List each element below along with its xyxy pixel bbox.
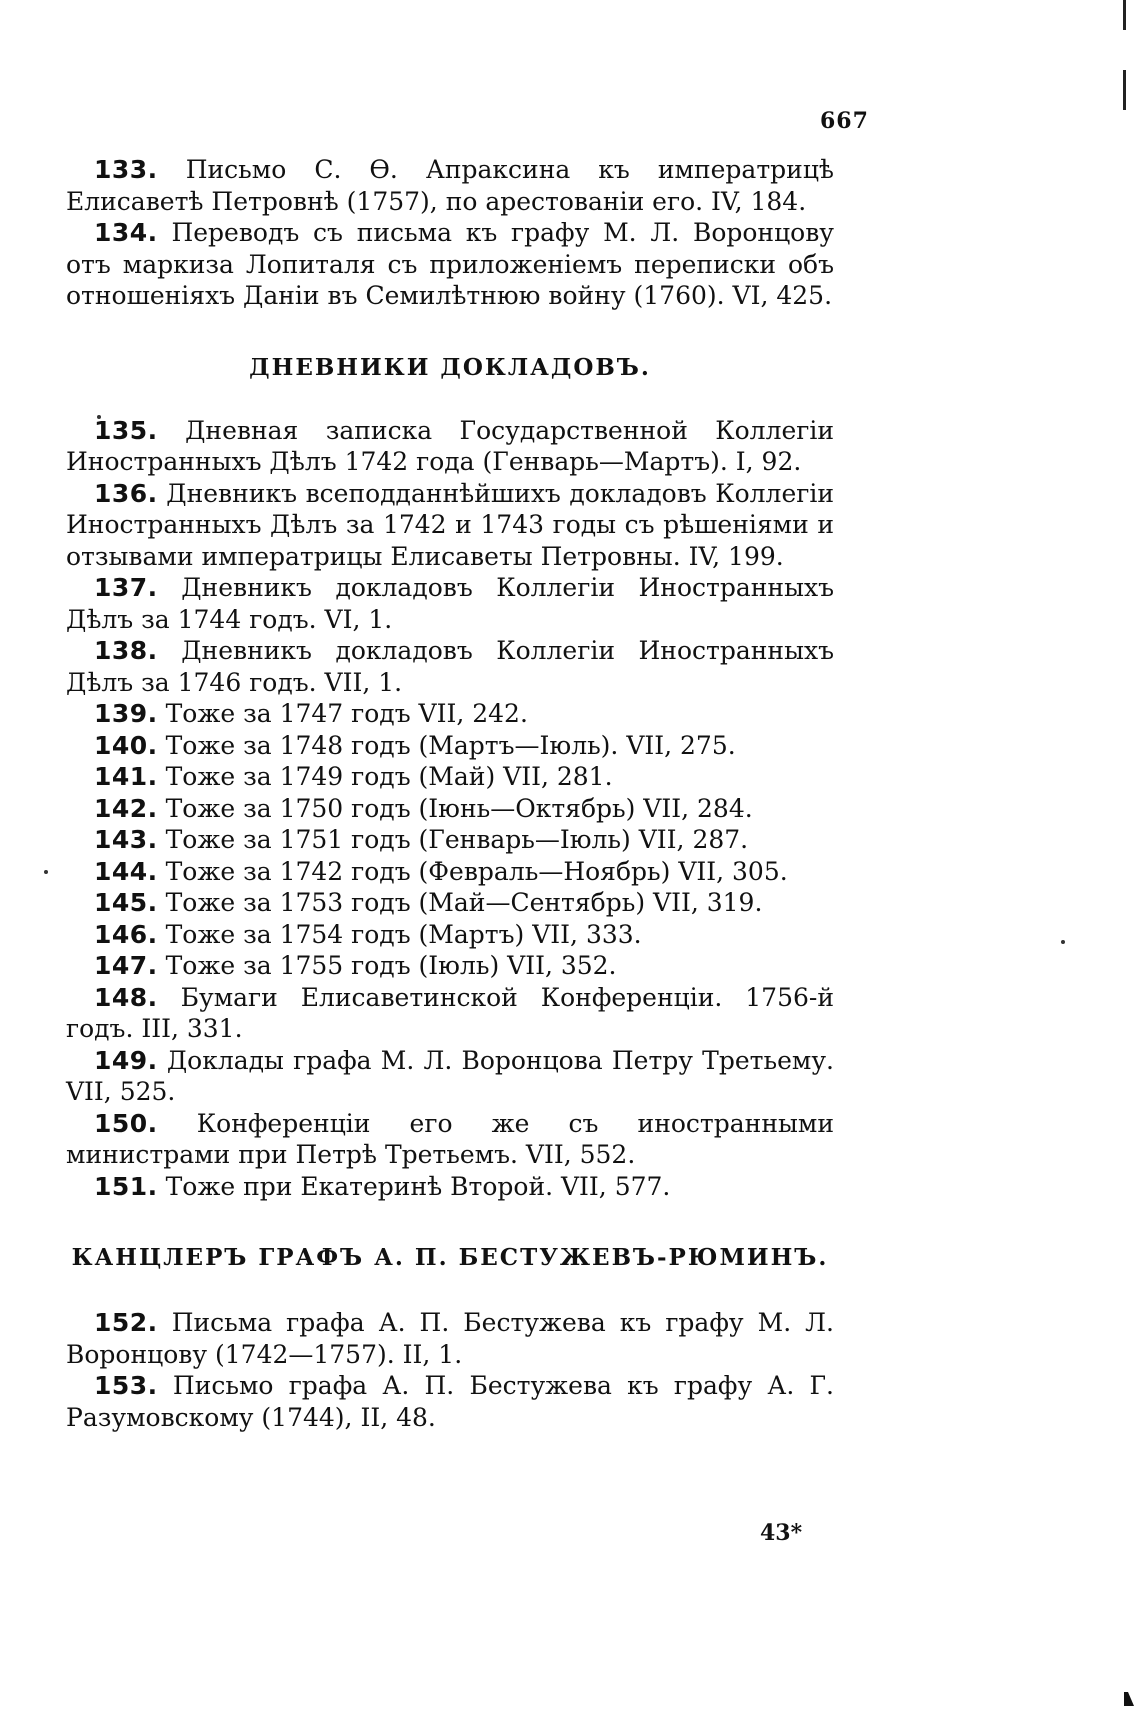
entry-text: Доклады графа М. Л. Воронцова Петру Третьему. VII, 525.	[66, 1045, 834, 1106]
list-item	[66, 217, 834, 312]
entry-text: Тоже за 1742 годъ (Февраль—Ноябрь) VII, 305.	[157, 856, 788, 886]
list-item	[66, 572, 834, 635]
list-item	[66, 415, 834, 478]
section-heading: КАНЦЛЕРЪ ГРАФЪ А. П. БЕСТУЖЕВЪ-РЮМИНЪ.	[71, 1244, 829, 1271]
entry-text: Тоже за 1747 годъ VII, 242.	[157, 699, 528, 728]
entry-text: Тоже за 1751 годъ (Генварь—Іюль) VII, 287.	[157, 825, 749, 854]
entry-text: Тоже за 1755 годъ (Іюль) VII, 352.	[157, 951, 617, 980]
list-item	[66, 793, 834, 825]
entry-number: 137.	[94, 573, 158, 602]
entry-text: Тоже при Екатеринѣ Второй. VII, 577.	[157, 1171, 671, 1201]
entry-number: 134.	[94, 218, 158, 247]
entry-text: Дневникъ всеподданнѣйшихъ докладовъ Коллегіи Иностранныхъ Дѣлъ за 1742 и 1743 годы съ рѣшеніями и отзывами императрицы Елисаветы Петровны. IV, 199.	[66, 478, 834, 571]
scan-corner-mark	[1124, 1692, 1134, 1706]
entry-text: Бумаги Елисаветинской Конференціи. 1756-й годъ. III, 331.	[66, 982, 834, 1043]
list-item	[66, 1108, 834, 1171]
page-number: 667	[820, 108, 869, 134]
entry-number: 147.	[94, 951, 158, 980]
list-item	[66, 1171, 834, 1203]
entry-number: 135.	[94, 415, 158, 445]
section-heading: ДНЕВНИКИ ДОКЛАДОВЪ.	[249, 353, 651, 381]
list-item	[66, 730, 834, 762]
entry-text: Тоже за 1750 годъ (Іюнь—Октябрь) VII, 284.	[157, 793, 753, 823]
entry-number: 151.	[94, 1171, 158, 1201]
entry-number: 153.	[94, 1371, 158, 1400]
entry-number: 136.	[94, 478, 158, 508]
entry-number: 142.	[94, 793, 158, 823]
entry-number: 150.	[94, 1108, 158, 1138]
edge-line	[1123, 70, 1126, 110]
entry-text: Переводъ съ письма къ графу М. Л. Воронцову отъ маркиза Лопиталя съ приложеніемъ переписки объ отношеніяхъ Даніи въ Семилѣтнюю войну (1760). VI, 425.	[66, 218, 834, 310]
entry-number: 143.	[94, 825, 158, 854]
list-item	[66, 1045, 834, 1108]
entry-text: Письма графа А. П. Бестужева къ графу М. Л. Воронцову (1742—1757). II, 1.	[66, 1308, 834, 1369]
list-item	[66, 856, 834, 888]
entry-text: Тоже за 1749 годъ (Май) VII, 281.	[157, 762, 613, 791]
list-item	[66, 478, 834, 573]
entry-number: 141.	[94, 762, 158, 791]
list-item	[66, 1370, 834, 1433]
entry-number: 139.	[94, 699, 158, 728]
list-item	[66, 698, 834, 730]
list-item	[66, 982, 834, 1045]
entry-text: Дневная записка Государственной Коллегіи Иностранныхъ Дѣлъ 1742 года (Генварь—Мартъ). I, 92.	[66, 415, 834, 476]
entry-number: 140.	[94, 730, 158, 760]
entry-text: Тоже за 1753 годъ (Май—Сентябрь) VII, 319.	[157, 888, 763, 917]
list-item	[66, 635, 834, 698]
page-body	[66, 154, 834, 1433]
list-item	[66, 950, 834, 982]
entry-number: 145.	[94, 888, 158, 917]
entry-number: 133.	[94, 155, 158, 184]
entry-text: Дневникъ докладовъ Коллегіи Иностранныхъ Дѣлъ за 1744 годъ. VI, 1.	[66, 573, 834, 634]
list-item	[66, 887, 834, 919]
entry-text: Письмо С. Ѳ. Апраксина къ императрицѣ Елисаветѣ Петровнѣ (1757), по арестованіи его. IV, 184.	[66, 155, 834, 216]
print-speck	[1061, 940, 1065, 944]
list-item	[66, 824, 834, 856]
list-item	[66, 1307, 834, 1370]
entry-text: Тоже за 1748 годъ (Мартъ—Іюль). VII, 275.	[157, 730, 736, 760]
signature-mark: 43*	[760, 1520, 803, 1546]
entry-number: 146.	[94, 919, 158, 949]
entry-text: Тоже за 1754 годъ (Мартъ) VII, 333.	[157, 919, 642, 949]
entry-number: 152.	[94, 1308, 158, 1337]
entry-number: 138.	[94, 636, 158, 665]
list-item	[66, 919, 834, 951]
entry-text: Конференціи его же съ иностранными министрами при Петрѣ Третьемъ. VII, 552.	[66, 1108, 834, 1169]
entry-number: 144.	[94, 856, 158, 886]
entry-text: Письмо графа А. П. Бестужева къ графу А. Г. Разумовскому (1744), II, 48.	[66, 1371, 834, 1432]
entry-number: 149.	[94, 1045, 158, 1075]
list-item	[66, 154, 834, 217]
edge-line	[1123, 0, 1126, 30]
entry-number: 148.	[94, 982, 158, 1012]
entry-text: Дневникъ докладовъ Коллегіи Иностранныхъ Дѣлъ за 1746 годъ. VII, 1.	[66, 636, 834, 697]
print-speck	[44, 870, 48, 874]
list-item	[66, 761, 834, 793]
